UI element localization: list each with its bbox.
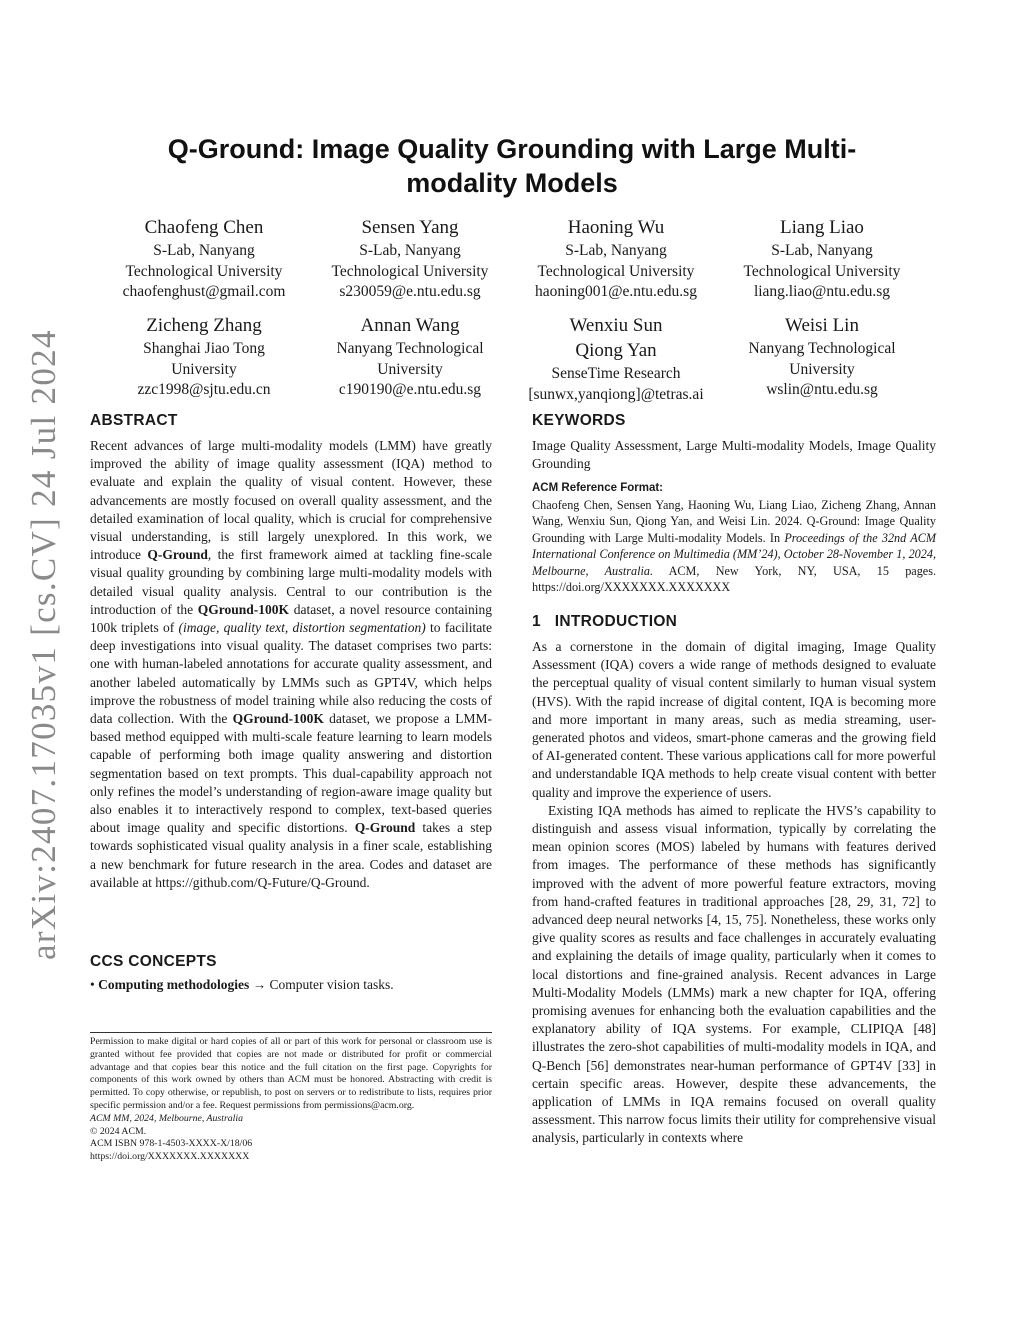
arrow-icon: → xyxy=(252,977,267,992)
dataset-name: QGround-100K xyxy=(232,711,324,727)
author-affiliation: SenseTime Research xyxy=(551,365,681,382)
author-affiliation: University xyxy=(377,360,443,378)
isbn-line: ACM ISBN 978-1-4503-XXXX-X/18/06 xyxy=(90,1138,253,1150)
copyright-line: © 2024 ACM. xyxy=(90,1125,147,1137)
framework-name: Q-Ground xyxy=(354,820,416,836)
author-affiliation: Technological University xyxy=(125,262,283,280)
author-name: Liang Liao xyxy=(780,217,864,238)
author-email: s230059@e.ntu.edu.sg xyxy=(339,283,481,300)
author-affiliation: S-Lab, Nanyang xyxy=(359,242,461,259)
author-affiliation: S-Lab, Nanyang xyxy=(565,242,667,259)
author-email: wslin@ntu.edu.sg xyxy=(766,381,878,398)
ccs-concepts-item xyxy=(90,977,492,993)
acm-reference-heading: ACM Reference Format: xyxy=(532,482,663,494)
abstract-heading: ABSTRACT xyxy=(90,412,178,429)
author-email: zzc1998@sjtu.edu.cn xyxy=(137,381,271,398)
author-affiliation: Nanyang Technological xyxy=(748,340,896,357)
venue-line: ACM MM, 2024, Melbourne, Australia xyxy=(90,1112,244,1124)
author-name: Haoning Wu xyxy=(567,217,665,238)
author-block xyxy=(104,314,304,401)
author-block xyxy=(310,216,510,303)
section-title: INTRODUCTION xyxy=(554,613,678,630)
framework-name: Q-Ground xyxy=(147,547,208,563)
keywords-heading: KEYWORDS xyxy=(532,412,626,429)
dataset-name: QGround-100K xyxy=(197,601,290,617)
author-email: liang.liao@ntu.edu.sg xyxy=(753,283,891,300)
author-block xyxy=(310,314,510,401)
author-name: Sensen Yang xyxy=(361,217,459,238)
author-name: Qiong Yan xyxy=(575,340,657,361)
doi-line: https://doi.org/XXXXXXX.XXXXXXX xyxy=(90,1151,250,1163)
abstract-body: Recent advances of large multi-modality models (LMM) have greatly improved the ability of image quality assessment (IQA) method to evaluate and explain the quality of visual content. However, these advancements are mostly focused on overall quality assessment, and the detailed examination of local quality, which is crucial for comprehensive visual understanding, is still largely unexplored. In this work, we introduce Q-Ground, the first framework aimed at tackling fine-scale visual quality grounding by combining large multi-modality models with detailed visual quality analysis. Central to our contribution is the introduction of the QGround-100K dataset, a novel resource containing 100k triplets of (image, quality text, distortion segmentation) to facilitate deep investigations into visual quality. The dataset comprises two parts: one with human-labeled annotations for accurate quality assessment, and another labeled automatically by LMMs such as GPT4V, which helps improve the robustness of model training while also reducing the costs of data collection. With the QGround-100K dataset, we propose a LMM-based method equipped with multi-scale feature learning to learn models capable of performing both image quality answering and distortion segmentation based on text prompts. This dual-capability approach not only refines the model’s understanding of region-aware image quality but also enables it to interactively respond to complex, text-based queries about image quality and specific distortions. Q-Ground takes a step towards sophisticated visual quality analysis in a finer scale, establishing a new benchmark for future research in the area. Codes and dataset are available at https://github.com/Q-Future/Q-Ground. xyxy=(90,438,493,890)
paragraph: As a cornerstone in the domain of digital imaging, Image Quality Assessment (IQA) covers a wide range of methods designed to evaluate the perceptual quality of visual content similarly to human visual system (HVS). With the rapid increase of digital content, IQA is becoming more and more important in many areas, such as media streaming, user-generated photos and videos, smart-phone cameras and the growing field of AI-generated content. These various applications call for more powerful and understandable IQA methods to help create visual content with better quality and improve the experience of users. xyxy=(532,639,936,800)
permission-notice: Permission to make digital or hard copies of all or part of this work for personal or classroom use is granted without fee provided that copies are not made or distributed for profit or commercial advantage and that copies bear this notice and the full citation on the first page. Copyrights for components of this work owned by others than ACM must be honored. Abstracting with credit is permitted. To copy otherwise, or republish, to post on servers or to redistribute to lists, requires prior specific permission and/or a fee. Request permissions from permissions@acm.org. xyxy=(90,1036,492,1111)
author-name: Weisi Lin xyxy=(785,315,859,336)
author-name: Zicheng Zhang xyxy=(146,315,262,336)
author-email: c190190@e.ntu.edu.sg xyxy=(338,381,482,398)
author-name: Chaofeng Chen xyxy=(144,217,264,238)
author-block xyxy=(722,216,922,303)
author-affiliation: Technological University xyxy=(537,262,695,280)
author-email: chaofenghust@gmail.com xyxy=(122,283,286,300)
author-name: Annan Wang xyxy=(360,315,460,336)
author-email: haoning001@e.ntu.edu.sg xyxy=(535,283,697,300)
proceedings-title: Proceedings of the 32nd ACM International Conference on Multimedia (MM’24), October 28-November 1, 2024, Melbourne, Australia. xyxy=(532,530,936,578)
ccs-category: Computing methodologies xyxy=(98,977,250,992)
ccs-concepts-heading: CCS CONCEPTS xyxy=(90,953,217,970)
introduction-heading xyxy=(532,613,677,631)
introduction-body xyxy=(532,638,936,1148)
author-block xyxy=(104,216,304,303)
footnote-divider xyxy=(90,1032,492,1033)
arxiv-identifier-stamp: arXiv:2407.17035v1 [cs.CV] 24 Jul 2024 xyxy=(24,329,63,960)
paragraph: Existing IQA methods has aimed to replicate the HVS’s capability to distinguish and assess visual information, typically by correlating the mean opinion scores (MOS) labeled by humans with features derived from images. The performance of these methods has significantly improved with the advent of more powerful feature extractors, moving from hand-crafted features in traditional approaches [28, 29, 31, 72] to advanced deep neural networks [4, 15, 75]. Nonetheless, these works only give quality scores as results and face challenges in accurately evaluating and explaining the details of image quality, particularly when it comes to local distortions and fine-grained analysis. Recent advances in Large Multi-Modality Models (LMMs) mark a new chapter for IQA, offering promising avenues for enhancing both the evaluation capabilities and the explanatory ability of IQA systems. For example, CLIPIQA [48] illustrates the zero-shot capabilities of multi-modality models in IQA, and Q-Bench [56] demonstrates near-human performance of GPT4V [33] in certain specific areas. However, despite these advancements, the application of LMMs in IQA remains focused on overall quality assessment. This narrow focus limits their utility for comprehensive visual analysis, particularly in contexts where xyxy=(532,802,936,1146)
keywords-list: Image Quality Assessment, Large Multi-modality Models, Image Quality Grounding xyxy=(532,438,936,472)
author-block xyxy=(516,216,716,303)
bullet-icon: • xyxy=(90,977,95,992)
author-affiliation: S-Lab, Nanyang xyxy=(153,242,255,259)
author-affiliation: University xyxy=(171,360,237,378)
author-affiliation: Technological University xyxy=(331,262,489,280)
author-block xyxy=(516,314,716,405)
acm-reference-body: Chaofeng Chen, Sensen Yang, Haoning Wu, Liang Liao, Zicheng Zhang, Annan Wang, Wenxiu Sun, Qiong Yan, and Weisi Lin. 2024. Q-Ground: Image Quality Grounding with Large Multi-modality Models. In Proceedings of the 32nd ACM International Conference on Multimedia (MM’24), October 28-November 1, 2024, Melbourne, Australia. ACM, New York, NY, USA, 15 pages. https://doi.org/XXXXXXX.XXXXXXX xyxy=(532,498,937,595)
section-number: 1 xyxy=(532,613,541,630)
author-affiliation: Technological University xyxy=(743,262,901,280)
author-affiliation: Nanyang Technological xyxy=(336,340,484,357)
author-affiliation: S-Lab, Nanyang xyxy=(771,242,873,259)
author-affiliation: University xyxy=(789,360,855,378)
ccs-subcategory: Computer vision tasks. xyxy=(269,977,394,992)
paper-title: Q-Ground: Image Quality Grounding with Large Multi-modality Models xyxy=(167,134,857,198)
triplet-description: (image, quality text, distortion segmentation) xyxy=(178,620,426,636)
author-name: Wenxiu Sun xyxy=(569,315,663,336)
author-block xyxy=(722,314,922,401)
author-email: [sunwx,yanqiong]@tetras.ai xyxy=(528,385,704,403)
author-affiliation: Shanghai Jiao Tong xyxy=(143,340,265,357)
copyright-footnote xyxy=(90,1036,492,1164)
